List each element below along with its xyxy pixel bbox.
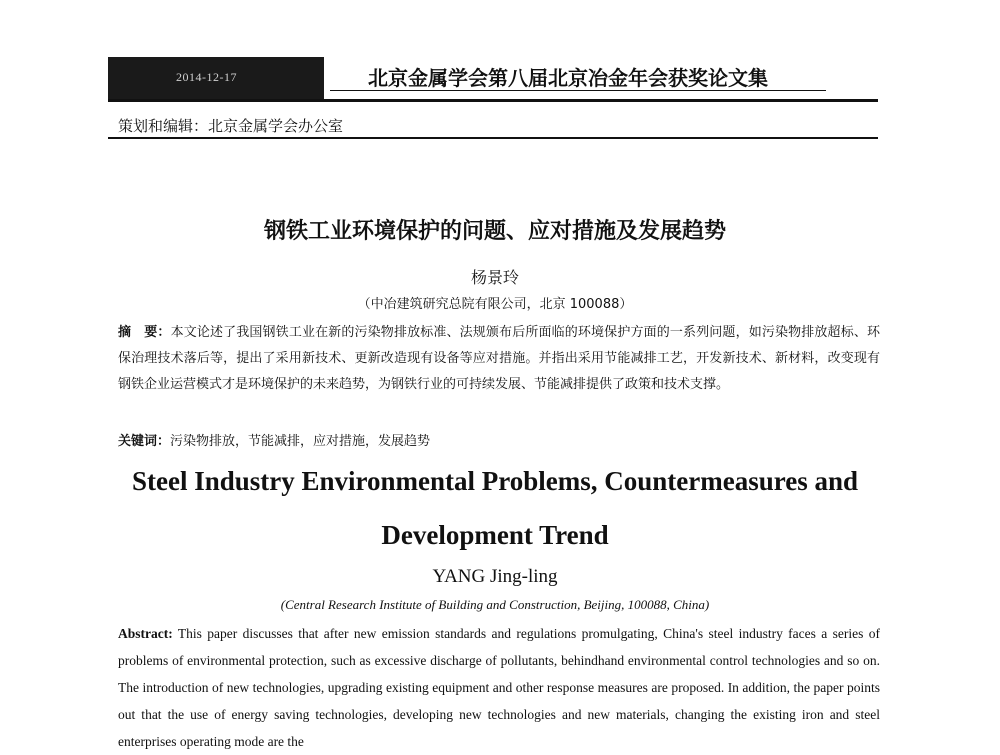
- chinese-keywords-text: 污染物排放，节能减排，应对措施，发展趋势: [170, 434, 431, 449]
- date-text: 2014-12-17: [176, 70, 237, 84]
- date-stamp: [108, 57, 324, 99]
- editor-line: [118, 115, 343, 136]
- english-title-line2: Development Trend: [381, 520, 609, 550]
- english-author: YANG Jing-ling: [432, 566, 558, 587]
- journal-title: 北京金属学会第八届北京冶金年会获奖论文集: [368, 66, 768, 90]
- header-rule-thick: [108, 99, 878, 102]
- editor-name: 北京金属学会办公室: [208, 117, 344, 135]
- english-affiliation: (Central Research Institute of Building and Construction, Beijing, 100088, China): [280, 597, 710, 612]
- chinese-abstract-text: 本文论述了我国钢铁工业在新的污染物排放标准、法规颁布后所面临的环境保护方面的一系列问题，如污染物排放超标、环保治理技术落后等，提出了采用新技术、更新改造现有设备等应对措施。并指出采用节能减排工艺，开发新技术、新材料，改变现有钢铁企业运营模式才是环境保护的未来趋势，为钢铁行业的可持续发展、节能减排提供了政策和技术支撑。: [118, 325, 880, 392]
- chinese-keywords: [118, 430, 880, 449]
- chinese-abstract-label: 摘 要：: [118, 325, 171, 340]
- header-rule-bottom: [108, 137, 878, 139]
- header-rule-thin: [330, 90, 826, 91]
- chinese-affiliation: （中冶建筑研究总院有限公司，北京 100088）: [357, 297, 633, 312]
- chinese-abstract: [118, 320, 880, 398]
- editor-label: 策划和编辑：: [118, 117, 209, 135]
- chinese-keywords-label: 关键词：: [118, 434, 171, 449]
- english-abstract-label: Abstract:: [118, 626, 173, 641]
- chinese-title: 钢铁工业环境保护的问题、应对措施及发展趋势: [263, 219, 726, 244]
- english-title-line1: Steel Industry Environmental Problems, Countermeasures and: [131, 466, 859, 496]
- english-abstract-text: This paper discusses that after new emission standards and regulations promulgating, China's steel industry faces a series of problems of environmental protection, such as excessive discharge of pollutants, behindhand environmental control technologies and so on. The introduction of new technologies, upgrading existing equipment and other response measures are proposed. In addition, the paper points out that the use of energy saving technologies, developing new technologies and new materials, changing the existing iron and steel enterprises operating mode are the: [118, 626, 880, 749]
- chinese-author: 杨景玲: [470, 268, 519, 287]
- english-abstract: [118, 620, 880, 755]
